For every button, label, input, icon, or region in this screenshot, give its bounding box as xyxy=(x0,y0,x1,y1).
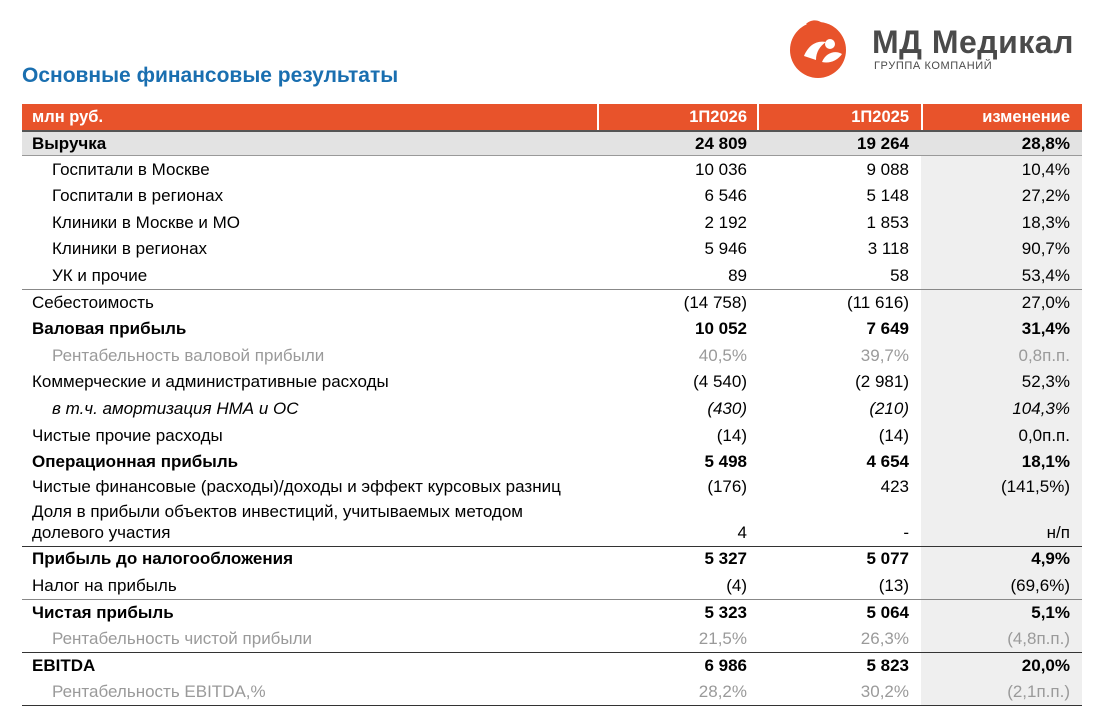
row-value-previous: 3 118 xyxy=(867,239,909,259)
row-label: Клиники в регионах xyxy=(52,239,208,259)
row-label: Чистые прочие расходы xyxy=(32,425,223,445)
row-label: Валовая прибыль xyxy=(32,319,187,339)
row-label: Доля в прибыли объектов инвестиций, учитываемых методом долевого участия xyxy=(32,501,523,542)
row-value-current: (430) xyxy=(707,398,747,418)
row-value-change: 18,1% xyxy=(921,449,1082,476)
table-row xyxy=(22,679,1082,706)
row-label: Коммерческие и административные расходы xyxy=(32,372,389,392)
row-value-previous: 9 088 xyxy=(866,159,909,179)
row-label: УК и прочие xyxy=(52,265,148,285)
company-logo xyxy=(786,16,1086,80)
row-label: Госпитали в Москве xyxy=(52,159,210,179)
row-value-current: 5 323 xyxy=(704,602,747,622)
row-value-previous: (14) xyxy=(878,425,909,445)
table-row xyxy=(22,369,1082,396)
row-value-change: 28,8% xyxy=(921,132,1082,155)
logo-mark-icon xyxy=(786,16,856,80)
row-value-previous: 39,7% xyxy=(860,345,909,365)
row-value-change: 52,3% xyxy=(921,369,1082,396)
row-value-previous: 5 077 xyxy=(866,549,909,569)
page-title: Основные финансовые результаты xyxy=(22,64,399,87)
header-period-current: 1П2026 xyxy=(597,104,757,130)
table-row xyxy=(22,599,1082,626)
row-value-change: 5,1% xyxy=(921,600,1082,626)
table-row xyxy=(22,236,1082,263)
row-value-change: 27,0% xyxy=(921,290,1082,316)
table-row xyxy=(22,572,1082,599)
row-value-previous: (2 981) xyxy=(855,372,909,392)
header-units: млн руб. xyxy=(22,104,597,130)
row-value-change: (69,6%) xyxy=(921,572,1082,599)
row-label: Прибыль до налогообложения xyxy=(32,549,293,569)
financial-results-table xyxy=(22,104,1082,706)
table-header xyxy=(22,104,1082,130)
table-row xyxy=(22,546,1082,573)
row-label: Налог на прибыль xyxy=(32,575,177,595)
row-value-change: 4,9% xyxy=(921,547,1082,573)
row-value-change: (4,8п.п.) xyxy=(921,626,1082,653)
row-value-change: 90,7% xyxy=(921,236,1082,263)
row-value-previous: (13) xyxy=(878,575,909,595)
table-row xyxy=(22,652,1082,679)
row-value-previous: (210) xyxy=(869,398,909,418)
row-value-previous: (11 616) xyxy=(846,292,909,312)
row-value-change: (2,1п.п.) xyxy=(921,679,1082,706)
row-label: Чистая прибыль xyxy=(32,602,174,622)
table-row xyxy=(22,156,1082,183)
row-label: Госпитали в регионах xyxy=(52,186,224,206)
table-row xyxy=(22,502,1082,546)
row-value-previous: 19 264 xyxy=(757,132,921,155)
row-value-current: 10 052 xyxy=(695,319,747,339)
table-row xyxy=(22,183,1082,210)
table-row xyxy=(22,395,1082,422)
table-row xyxy=(22,262,1082,289)
row-label: Чистые финансовые (расходы)/доходы и эффект курсовых разниц xyxy=(32,477,561,497)
row-value-previous: 58 xyxy=(890,265,909,285)
row-value-change: 0,8п.п. xyxy=(921,342,1082,369)
logo-name: МД Медикал xyxy=(872,24,1074,60)
row-value-current: (176) xyxy=(707,477,747,497)
row-value-current: 10 036 xyxy=(695,159,747,179)
row-value-current: (14) xyxy=(716,425,747,445)
row-value-previous: 1 853 xyxy=(866,212,909,232)
row-value-change: 18,3% xyxy=(921,209,1082,236)
row-value-current: 5 946 xyxy=(704,239,747,259)
row-value-change: (141,5%) xyxy=(921,475,1082,502)
row-value-previous: 7 649 xyxy=(866,319,909,339)
row-value-change: 31,4% xyxy=(921,316,1082,343)
row-value-current: 40,5% xyxy=(698,345,747,365)
row-value-change: 0,0п.п. xyxy=(921,422,1082,449)
row-value-current: 28,2% xyxy=(698,682,747,702)
row-value-current: 24 809 xyxy=(597,132,757,155)
row-value-current: 5 327 xyxy=(704,549,747,569)
table-row xyxy=(22,626,1082,653)
row-value-current: 5 498 xyxy=(704,452,747,472)
row-value-current: 6 986 xyxy=(704,655,747,675)
row-value-current: 21,5% xyxy=(698,629,747,649)
logo-subtitle: ГРУППА КОМПАНИЙ xyxy=(874,60,993,72)
row-label: Выручка xyxy=(22,132,597,155)
table-bottom-rule xyxy=(22,705,1082,706)
row-label: Рентабельность EBITDA,% xyxy=(52,682,266,702)
row-value-change: 27,2% xyxy=(921,183,1082,210)
row-value-previous: 5 823 xyxy=(866,655,909,675)
row-label: Рентабельность валовой прибыли xyxy=(52,345,325,365)
row-value-previous: 423 xyxy=(880,477,909,497)
table-row xyxy=(22,316,1082,343)
row-label: в т.ч. амортизация НМА и ОС xyxy=(52,398,299,418)
row-value-previous: 5 064 xyxy=(866,602,909,622)
row-value-current: 2 192 xyxy=(704,212,747,232)
row-value-change: 20,0% xyxy=(921,653,1082,679)
table-row xyxy=(22,289,1082,316)
row-value-current: 89 xyxy=(728,265,747,285)
row-value-current: (14 758) xyxy=(683,292,747,312)
row-label: EBITDA xyxy=(32,655,96,675)
row-value-previous: - xyxy=(903,522,909,542)
row-value-change: 104,3% xyxy=(921,395,1082,422)
row-label: Клиники в Москве и МО xyxy=(52,212,240,232)
row-value-previous: 26,3% xyxy=(860,629,909,649)
header-change: изменение xyxy=(921,104,1082,130)
row-label: Себестоимость xyxy=(32,292,154,312)
row-value-change: н/п xyxy=(921,502,1082,546)
row-value-current: 4 xyxy=(737,522,747,542)
row-value-change: 53,4% xyxy=(921,262,1082,289)
table-row xyxy=(22,422,1082,449)
row-label: Рентабельность чистой прибыли xyxy=(52,629,313,649)
table-row xyxy=(22,475,1082,502)
row-value-current: 6 546 xyxy=(704,186,747,206)
row-value-previous: 4 654 xyxy=(866,452,909,472)
table-row xyxy=(22,342,1082,369)
table-row xyxy=(22,449,1082,476)
row-value-previous: 30,2% xyxy=(860,682,909,702)
row-value-change: 10,4% xyxy=(921,156,1082,183)
table-row xyxy=(22,209,1082,236)
row-value-previous: 5 148 xyxy=(866,186,909,206)
row-value-current: (4 540) xyxy=(693,372,747,392)
row-label: Операционная прибыль xyxy=(32,452,239,472)
header-period-previous: 1П2025 xyxy=(757,104,921,130)
table-row-revenue xyxy=(22,130,1082,156)
row-value-current: (4) xyxy=(726,575,747,595)
